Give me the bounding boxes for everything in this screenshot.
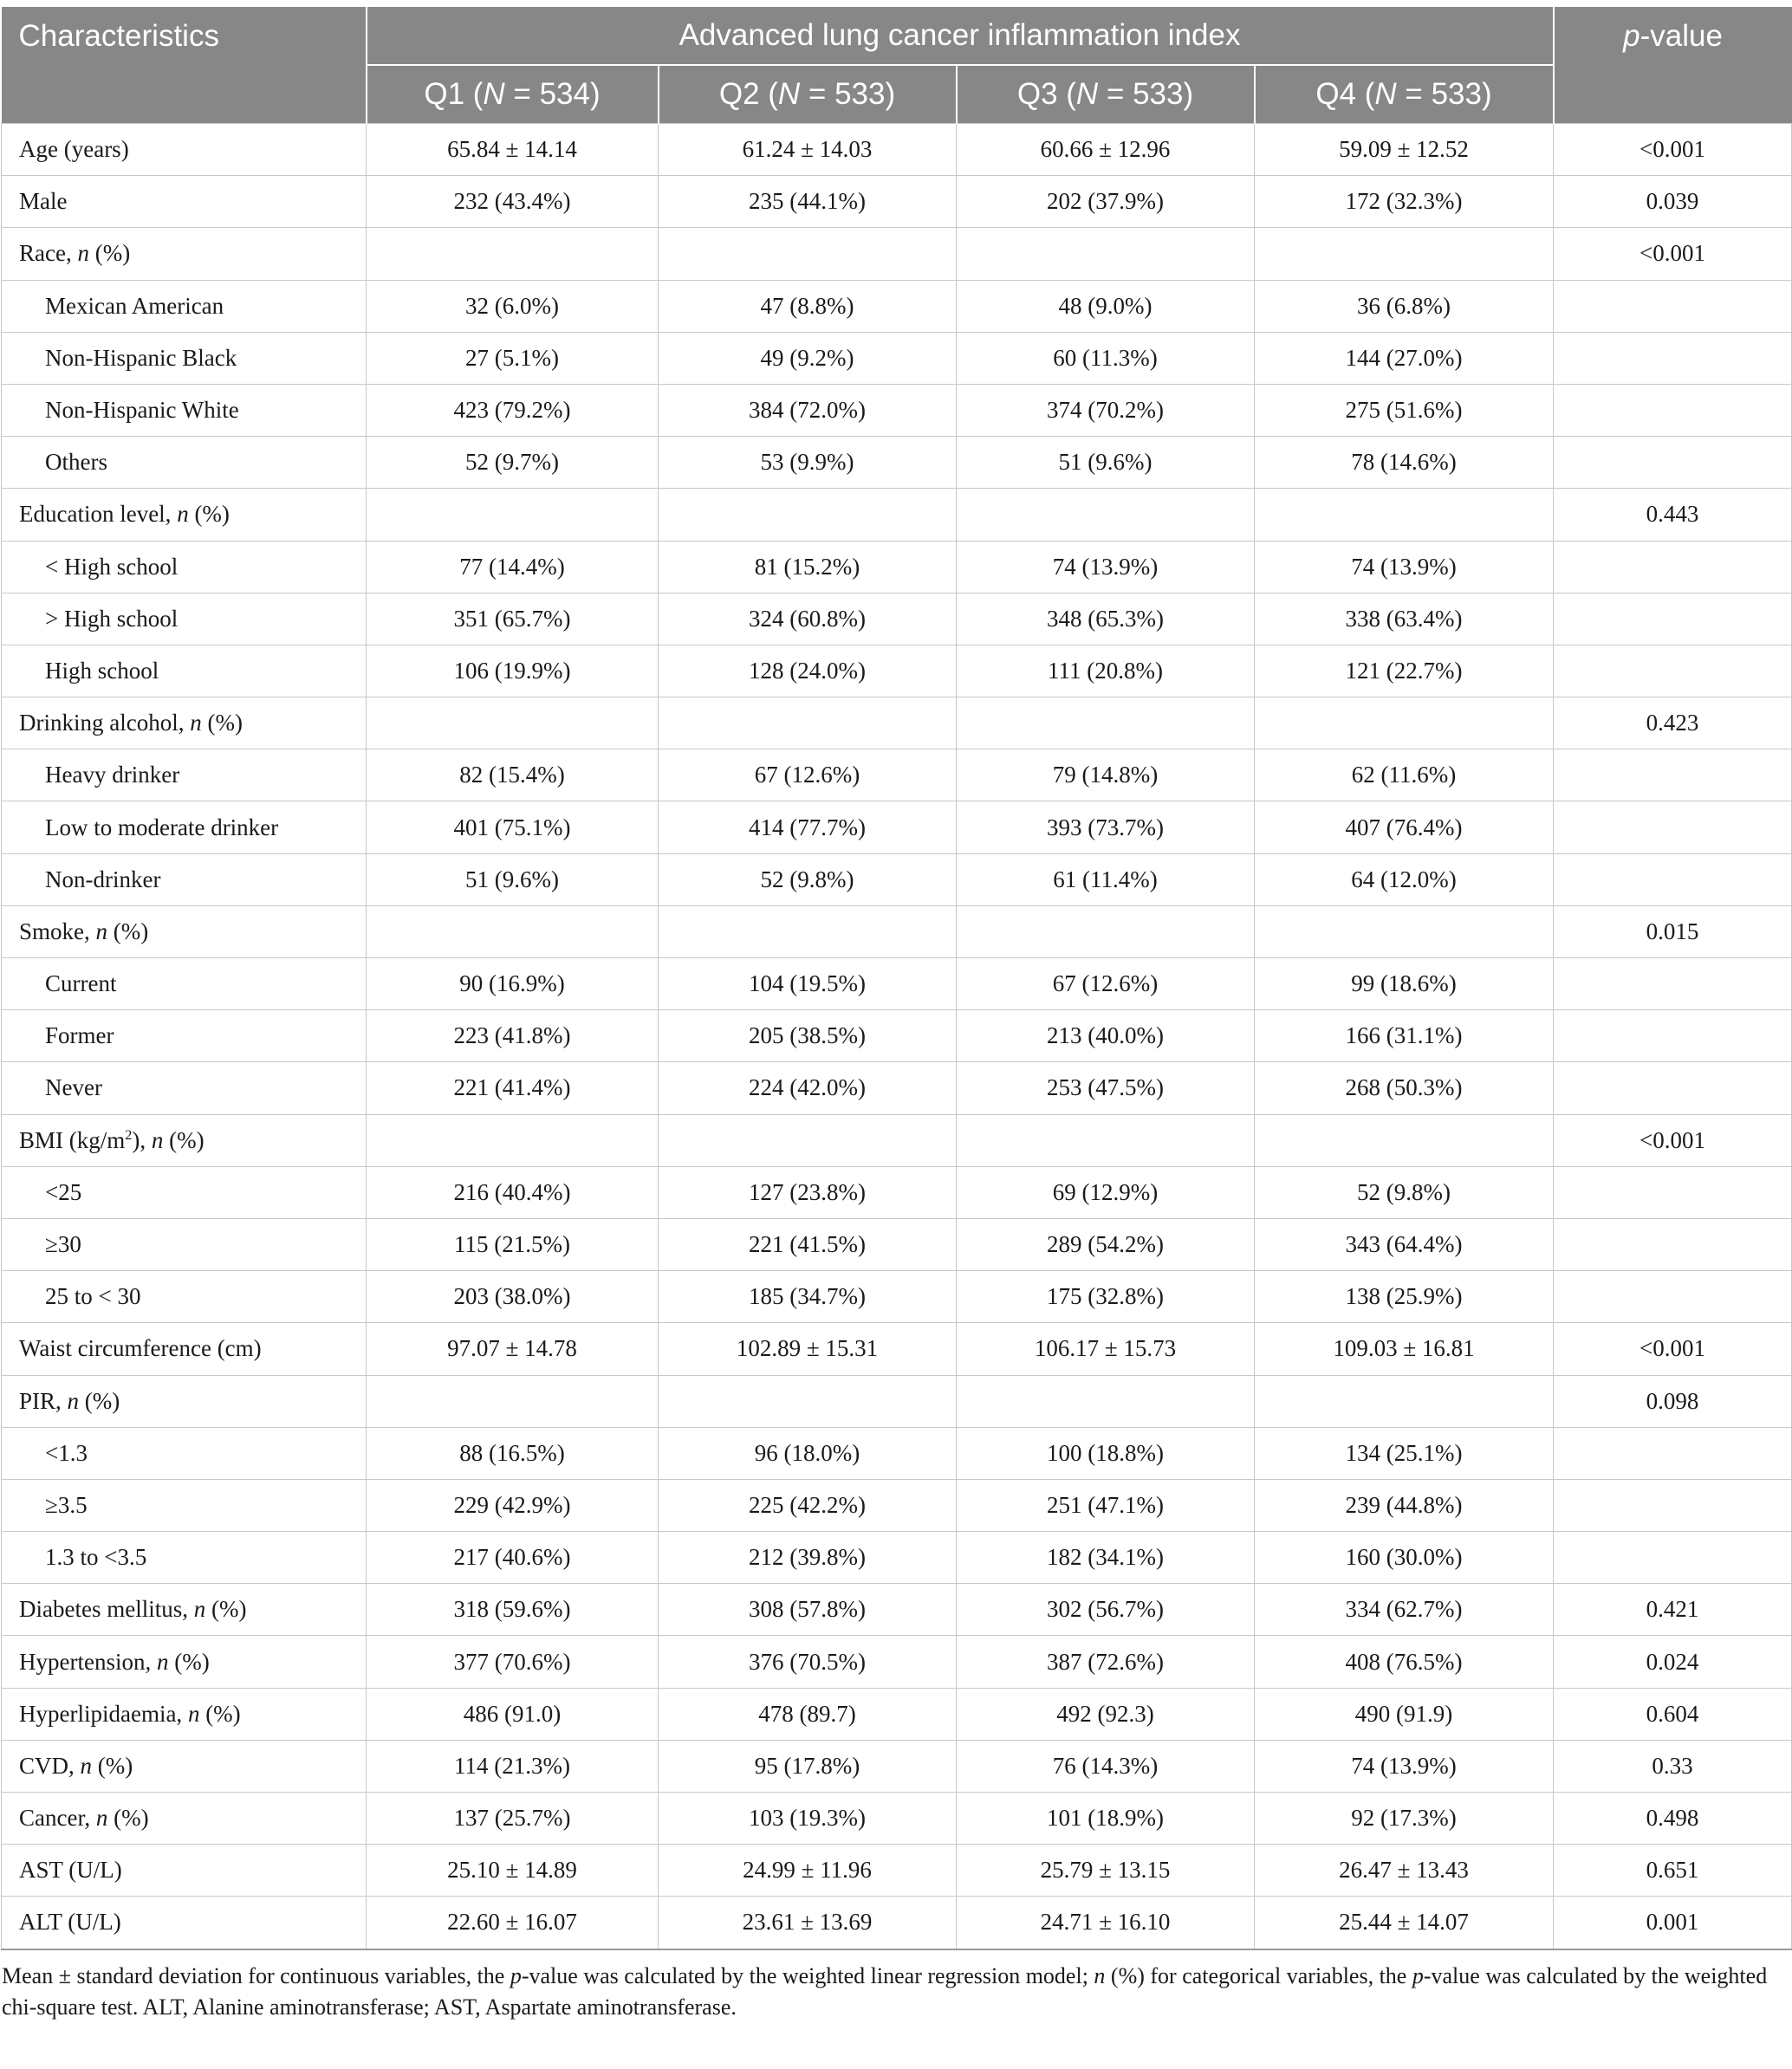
cell-q1: 115 (21.5%) bbox=[367, 1218, 659, 1270]
cell-q4: 334 (62.7%) bbox=[1255, 1584, 1554, 1636]
table-row bbox=[2, 1375, 1792, 1427]
cell-q4: 160 (30.0%) bbox=[1255, 1532, 1554, 1584]
table-header bbox=[2, 7, 1792, 124]
cell-q3: 374 (70.2%) bbox=[957, 384, 1255, 436]
cell-q1 bbox=[367, 905, 659, 957]
cell-p-value bbox=[1554, 1218, 1792, 1270]
cell-q2: 308 (57.8%) bbox=[659, 1584, 957, 1636]
cell-q2: 52 (9.8%) bbox=[659, 853, 957, 905]
cell-q2: 376 (70.5%) bbox=[659, 1636, 957, 1688]
cell-q3: 60.66 ± 12.96 bbox=[957, 124, 1255, 176]
cell-q4 bbox=[1255, 489, 1554, 541]
cell-q4: 121 (22.7%) bbox=[1255, 645, 1554, 697]
row-label: Non-Hispanic Black bbox=[2, 332, 367, 384]
cell-q3 bbox=[957, 489, 1255, 541]
cell-p-value: <0.001 bbox=[1554, 124, 1792, 176]
cell-q1: 401 (75.1%) bbox=[367, 801, 659, 853]
cell-q2: 185 (34.7%) bbox=[659, 1271, 957, 1323]
cell-p-value: 0.039 bbox=[1554, 176, 1792, 228]
cell-q2: 127 (23.8%) bbox=[659, 1166, 957, 1218]
table-row bbox=[2, 437, 1792, 489]
table-row bbox=[2, 1218, 1792, 1270]
cell-p-value: 0.443 bbox=[1554, 489, 1792, 541]
cell-p-value bbox=[1554, 749, 1792, 801]
table-row bbox=[2, 1584, 1792, 1636]
cell-q2: 324 (60.8%) bbox=[659, 593, 957, 645]
cell-q4: 36 (6.8%) bbox=[1255, 280, 1554, 332]
row-label: Smoke, n (%) bbox=[2, 905, 367, 957]
cell-q1: 77 (14.4%) bbox=[367, 541, 659, 593]
cell-q2: 384 (72.0%) bbox=[659, 384, 957, 436]
row-label: Age (years) bbox=[2, 124, 367, 176]
cell-q1: 22.60 ± 16.07 bbox=[367, 1897, 659, 1949]
cell-q4: 26.47 ± 13.43 bbox=[1255, 1845, 1554, 1897]
cell-q1: 51 (9.6%) bbox=[367, 853, 659, 905]
cell-q4 bbox=[1255, 1375, 1554, 1427]
cell-q4: 338 (63.4%) bbox=[1255, 593, 1554, 645]
table-row bbox=[2, 1271, 1792, 1323]
cell-q2 bbox=[659, 905, 957, 957]
row-label: <25 bbox=[2, 1166, 367, 1218]
cell-q4: 74 (13.9%) bbox=[1255, 541, 1554, 593]
header-q4: Q4 (N = 533) bbox=[1255, 65, 1554, 124]
cell-q4: 166 (31.1%) bbox=[1255, 1010, 1554, 1062]
cell-p-value bbox=[1554, 1532, 1792, 1584]
cell-q1: 65.84 ± 14.14 bbox=[367, 124, 659, 176]
cell-q2: 205 (38.5%) bbox=[659, 1010, 957, 1062]
table-row bbox=[2, 176, 1792, 228]
cell-p-value: 0.024 bbox=[1554, 1636, 1792, 1688]
table-row bbox=[2, 697, 1792, 749]
table-container bbox=[0, 7, 1792, 2023]
cell-q1 bbox=[367, 1375, 659, 1427]
cell-q4: 144 (27.0%) bbox=[1255, 332, 1554, 384]
cell-q1 bbox=[367, 697, 659, 749]
table-row bbox=[2, 228, 1792, 280]
cell-p-value bbox=[1554, 801, 1792, 853]
table-body bbox=[2, 124, 1792, 1949]
table-row bbox=[2, 1740, 1792, 1792]
cell-q3: 74 (13.9%) bbox=[957, 541, 1255, 593]
cell-q1: 377 (70.6%) bbox=[367, 1636, 659, 1688]
cell-p-value: 0.423 bbox=[1554, 697, 1792, 749]
cell-q3: 175 (32.8%) bbox=[957, 1271, 1255, 1323]
table-row bbox=[2, 1114, 1792, 1166]
header-characteristics: Characteristics bbox=[2, 7, 367, 124]
cell-p-value: 0.651 bbox=[1554, 1845, 1792, 1897]
cell-q3: 289 (54.2%) bbox=[957, 1218, 1255, 1270]
cell-q1: 232 (43.4%) bbox=[367, 176, 659, 228]
cell-q3: 51 (9.6%) bbox=[957, 437, 1255, 489]
cell-q2: 235 (44.1%) bbox=[659, 176, 957, 228]
cell-q1 bbox=[367, 1114, 659, 1166]
table-row bbox=[2, 749, 1792, 801]
cell-q4: 109.03 ± 16.81 bbox=[1255, 1323, 1554, 1375]
row-label: > High school bbox=[2, 593, 367, 645]
cell-q4: 172 (32.3%) bbox=[1255, 176, 1554, 228]
cell-p-value: <0.001 bbox=[1554, 1323, 1792, 1375]
cell-q1 bbox=[367, 228, 659, 280]
cell-q2: 104 (19.5%) bbox=[659, 958, 957, 1010]
cell-q1: 217 (40.6%) bbox=[367, 1532, 659, 1584]
cell-q4 bbox=[1255, 905, 1554, 957]
cell-q1: 223 (41.8%) bbox=[367, 1010, 659, 1062]
cell-q4: 64 (12.0%) bbox=[1255, 853, 1554, 905]
row-label: 25 to < 30 bbox=[2, 1271, 367, 1323]
cell-p-value bbox=[1554, 645, 1792, 697]
cell-q1: 106 (19.9%) bbox=[367, 645, 659, 697]
row-label: Drinking alcohol, n (%) bbox=[2, 697, 367, 749]
table-row bbox=[2, 1636, 1792, 1688]
cell-q2: 478 (89.7) bbox=[659, 1688, 957, 1740]
table-row bbox=[2, 541, 1792, 593]
cell-p-value: 0.33 bbox=[1554, 1740, 1792, 1792]
cell-p-value bbox=[1554, 437, 1792, 489]
cell-p-value bbox=[1554, 1062, 1792, 1114]
cell-q3: 67 (12.6%) bbox=[957, 958, 1255, 1010]
table-row bbox=[2, 801, 1792, 853]
cell-q3: 251 (47.1%) bbox=[957, 1479, 1255, 1531]
table-row bbox=[2, 1532, 1792, 1584]
table-row bbox=[2, 645, 1792, 697]
cell-q2 bbox=[659, 228, 957, 280]
row-label: Race, n (%) bbox=[2, 228, 367, 280]
characteristics-table bbox=[1, 7, 1792, 1950]
row-label: Others bbox=[2, 437, 367, 489]
cell-q1: 32 (6.0%) bbox=[367, 280, 659, 332]
cell-q2: 102.89 ± 15.31 bbox=[659, 1323, 957, 1375]
cell-q1: 351 (65.7%) bbox=[367, 593, 659, 645]
table-row bbox=[2, 853, 1792, 905]
cell-q3: 202 (37.9%) bbox=[957, 176, 1255, 228]
table-row bbox=[2, 124, 1792, 176]
cell-q4: 59.09 ± 12.52 bbox=[1255, 124, 1554, 176]
cell-p-value bbox=[1554, 280, 1792, 332]
cell-q1: 229 (42.9%) bbox=[367, 1479, 659, 1531]
cell-q3 bbox=[957, 905, 1255, 957]
cell-q2: 224 (42.0%) bbox=[659, 1062, 957, 1114]
cell-q2: 24.99 ± 11.96 bbox=[659, 1845, 957, 1897]
cell-q4: 268 (50.3%) bbox=[1255, 1062, 1554, 1114]
cell-q2: 414 (77.7%) bbox=[659, 801, 957, 853]
cell-q2: 221 (41.5%) bbox=[659, 1218, 957, 1270]
cell-q3: 79 (14.8%) bbox=[957, 749, 1255, 801]
cell-p-value bbox=[1554, 1166, 1792, 1218]
row-label: ALT (U/L) bbox=[2, 1897, 367, 1949]
cell-q2: 225 (42.2%) bbox=[659, 1479, 957, 1531]
row-label: Low to moderate drinker bbox=[2, 801, 367, 853]
row-label: Former bbox=[2, 1010, 367, 1062]
header-q3: Q3 (N = 533) bbox=[957, 65, 1255, 124]
cell-q4: 92 (17.3%) bbox=[1255, 1793, 1554, 1845]
cell-q3 bbox=[957, 228, 1255, 280]
cell-q4: 78 (14.6%) bbox=[1255, 437, 1554, 489]
cell-p-value: 0.001 bbox=[1554, 1897, 1792, 1949]
row-label: Mexican American bbox=[2, 280, 367, 332]
cell-q1: 97.07 ± 14.78 bbox=[367, 1323, 659, 1375]
cell-q2: 81 (15.2%) bbox=[659, 541, 957, 593]
cell-p-value bbox=[1554, 332, 1792, 384]
row-label: ≥3.5 bbox=[2, 1479, 367, 1531]
cell-q1: 137 (25.7%) bbox=[367, 1793, 659, 1845]
cell-p-value: 0.421 bbox=[1554, 1584, 1792, 1636]
cell-q1: 318 (59.6%) bbox=[367, 1584, 659, 1636]
cell-p-value: <0.001 bbox=[1554, 228, 1792, 280]
cell-q3: 100 (18.8%) bbox=[957, 1427, 1255, 1479]
cell-q1 bbox=[367, 489, 659, 541]
table-row bbox=[2, 1062, 1792, 1114]
cell-q3: 387 (72.6%) bbox=[957, 1636, 1255, 1688]
row-label: Non-drinker bbox=[2, 853, 367, 905]
cell-p-value bbox=[1554, 1271, 1792, 1323]
row-label: < High school bbox=[2, 541, 367, 593]
row-label: <1.3 bbox=[2, 1427, 367, 1479]
cell-q3: 24.71 ± 16.10 bbox=[957, 1897, 1255, 1949]
cell-q3: 106.17 ± 15.73 bbox=[957, 1323, 1255, 1375]
cell-p-value bbox=[1554, 593, 1792, 645]
cell-q4: 490 (91.9) bbox=[1255, 1688, 1554, 1740]
cell-q2: 67 (12.6%) bbox=[659, 749, 957, 801]
table-row bbox=[2, 489, 1792, 541]
cell-q3: 69 (12.9%) bbox=[957, 1166, 1255, 1218]
cell-q4: 25.44 ± 14.07 bbox=[1255, 1897, 1554, 1949]
cell-q1: 90 (16.9%) bbox=[367, 958, 659, 1010]
cell-q1: 52 (9.7%) bbox=[367, 437, 659, 489]
cell-p-value: 0.498 bbox=[1554, 1793, 1792, 1845]
cell-q2: 96 (18.0%) bbox=[659, 1427, 957, 1479]
cell-q2: 61.24 ± 14.03 bbox=[659, 124, 957, 176]
cell-q1: 221 (41.4%) bbox=[367, 1062, 659, 1114]
cell-p-value: 0.098 bbox=[1554, 1375, 1792, 1427]
table-row bbox=[2, 1897, 1792, 1949]
cell-q2: 23.61 ± 13.69 bbox=[659, 1897, 957, 1949]
cell-q1: 88 (16.5%) bbox=[367, 1427, 659, 1479]
cell-q4 bbox=[1255, 697, 1554, 749]
cell-q1: 82 (15.4%) bbox=[367, 749, 659, 801]
cell-q3 bbox=[957, 1114, 1255, 1166]
cell-q1: 25.10 ± 14.89 bbox=[367, 1845, 659, 1897]
cell-q2: 49 (9.2%) bbox=[659, 332, 957, 384]
cell-q4: 74 (13.9%) bbox=[1255, 1740, 1554, 1792]
row-label: Current bbox=[2, 958, 367, 1010]
cell-p-value bbox=[1554, 1010, 1792, 1062]
cell-q3: 302 (56.7%) bbox=[957, 1584, 1255, 1636]
row-label: Heavy drinker bbox=[2, 749, 367, 801]
cell-q4: 239 (44.8%) bbox=[1255, 1479, 1554, 1531]
table-row bbox=[2, 593, 1792, 645]
header-q1: Q1 (N = 534) bbox=[367, 65, 659, 124]
header-alci-group: Advanced lung cancer inflammation index bbox=[367, 7, 1554, 65]
table-row bbox=[2, 280, 1792, 332]
cell-q1: 203 (38.0%) bbox=[367, 1271, 659, 1323]
cell-q4 bbox=[1255, 228, 1554, 280]
cell-p-value bbox=[1554, 1427, 1792, 1479]
row-label: Hypertension, n (%) bbox=[2, 1636, 367, 1688]
cell-q4: 99 (18.6%) bbox=[1255, 958, 1554, 1010]
cell-q3: 61 (11.4%) bbox=[957, 853, 1255, 905]
table-row bbox=[2, 1793, 1792, 1845]
row-label: AST (U/L) bbox=[2, 1845, 367, 1897]
cell-p-value bbox=[1554, 541, 1792, 593]
cell-q2 bbox=[659, 489, 957, 541]
cell-q4: 407 (76.4%) bbox=[1255, 801, 1554, 853]
header-q2: Q2 (N = 533) bbox=[659, 65, 957, 124]
cell-p-value: 0.604 bbox=[1554, 1688, 1792, 1740]
cell-q1: 216 (40.4%) bbox=[367, 1166, 659, 1218]
table-row bbox=[2, 332, 1792, 384]
cell-q3: 101 (18.9%) bbox=[957, 1793, 1255, 1845]
cell-q2: 53 (9.9%) bbox=[659, 437, 957, 489]
cell-q4: 62 (11.6%) bbox=[1255, 749, 1554, 801]
table-row bbox=[2, 1688, 1792, 1740]
cell-q1: 114 (21.3%) bbox=[367, 1740, 659, 1792]
cell-q3: 393 (73.7%) bbox=[957, 801, 1255, 853]
cell-p-value bbox=[1554, 1479, 1792, 1531]
cell-q2: 212 (39.8%) bbox=[659, 1532, 957, 1584]
cell-q2: 128 (24.0%) bbox=[659, 645, 957, 697]
cell-q1: 423 (79.2%) bbox=[367, 384, 659, 436]
table-row bbox=[2, 905, 1792, 957]
cell-q4: 52 (9.8%) bbox=[1255, 1166, 1554, 1218]
cell-q2 bbox=[659, 1375, 957, 1427]
table-row bbox=[2, 1427, 1792, 1479]
cell-q3: 76 (14.3%) bbox=[957, 1740, 1255, 1792]
row-label: ≥30 bbox=[2, 1218, 367, 1270]
row-label: BMI $(kg/m^2)$, n (%) bbox=[2, 1114, 367, 1166]
cell-q3: 253 (47.5%) bbox=[957, 1062, 1255, 1114]
row-label: Waist circumference (cm) bbox=[2, 1323, 367, 1375]
cell-q2 bbox=[659, 1114, 957, 1166]
cell-q4: 138 (25.9%) bbox=[1255, 1271, 1554, 1323]
cell-q3: 25.79 ± 13.15 bbox=[957, 1845, 1255, 1897]
cell-q3: 492 (92.3) bbox=[957, 1688, 1255, 1740]
table-row bbox=[2, 384, 1792, 436]
row-label: Hyperlipidaemia, n (%) bbox=[2, 1688, 367, 1740]
cell-q2: 95 (17.8%) bbox=[659, 1740, 957, 1792]
cell-q1: 486 (91.0) bbox=[367, 1688, 659, 1740]
row-label: Male bbox=[2, 176, 367, 228]
cell-p-value: 0.015 bbox=[1554, 905, 1792, 957]
cell-q3: 48 (9.0%) bbox=[957, 280, 1255, 332]
cell-q2 bbox=[659, 697, 957, 749]
cell-p-value bbox=[1554, 853, 1792, 905]
table-footnote: Mean ± standard deviation for continuous variables, the p-value was calculated by the weighted linear regression model; n (%) for categorical variables, the p-value was calculated by the weighted chi-square test. ALT, Alanine aminotransferase; AST, Aspartate aminotransferase. bbox=[2, 1962, 1768, 2020]
cell-p-value: <0.001 bbox=[1554, 1114, 1792, 1166]
cell-q3: 182 (34.1%) bbox=[957, 1532, 1255, 1584]
row-label: Non-Hispanic White bbox=[2, 384, 367, 436]
cell-p-value bbox=[1554, 958, 1792, 1010]
table-row bbox=[2, 958, 1792, 1010]
table-row bbox=[2, 1323, 1792, 1375]
cell-q3 bbox=[957, 697, 1255, 749]
cell-q1: 27 (5.1%) bbox=[367, 332, 659, 384]
table-row bbox=[2, 1479, 1792, 1531]
row-label: Cancer, n (%) bbox=[2, 1793, 367, 1845]
cell-q4: 408 (76.5%) bbox=[1255, 1636, 1554, 1688]
cell-q4 bbox=[1255, 1114, 1554, 1166]
row-label: 1.3 to <3.5 bbox=[2, 1532, 367, 1584]
row-label: Never bbox=[2, 1062, 367, 1114]
cell-q2: 47 (8.8%) bbox=[659, 280, 957, 332]
row-label: High school bbox=[2, 645, 367, 697]
table-row bbox=[2, 1845, 1792, 1897]
table-row bbox=[2, 1166, 1792, 1218]
cell-q4: 134 (25.1%) bbox=[1255, 1427, 1554, 1479]
row-label: PIR, n (%) bbox=[2, 1375, 367, 1427]
cell-q3: 348 (65.3%) bbox=[957, 593, 1255, 645]
row-label: Diabetes mellitus, n (%) bbox=[2, 1584, 367, 1636]
cell-p-value bbox=[1554, 384, 1792, 436]
cell-q3: 111 (20.8%) bbox=[957, 645, 1255, 697]
cell-q4: 275 (51.6%) bbox=[1255, 384, 1554, 436]
cell-q3 bbox=[957, 1375, 1255, 1427]
row-label: CVD, n (%) bbox=[2, 1740, 367, 1792]
row-label: Education level, n (%) bbox=[2, 489, 367, 541]
cell-q3: 213 (40.0%) bbox=[957, 1010, 1255, 1062]
cell-q3: 60 (11.3%) bbox=[957, 332, 1255, 384]
table-row bbox=[2, 1010, 1792, 1062]
cell-q4: 343 (64.4%) bbox=[1255, 1218, 1554, 1270]
cell-q2: 103 (19.3%) bbox=[659, 1793, 957, 1845]
header-p-value: p-value bbox=[1554, 7, 1792, 124]
